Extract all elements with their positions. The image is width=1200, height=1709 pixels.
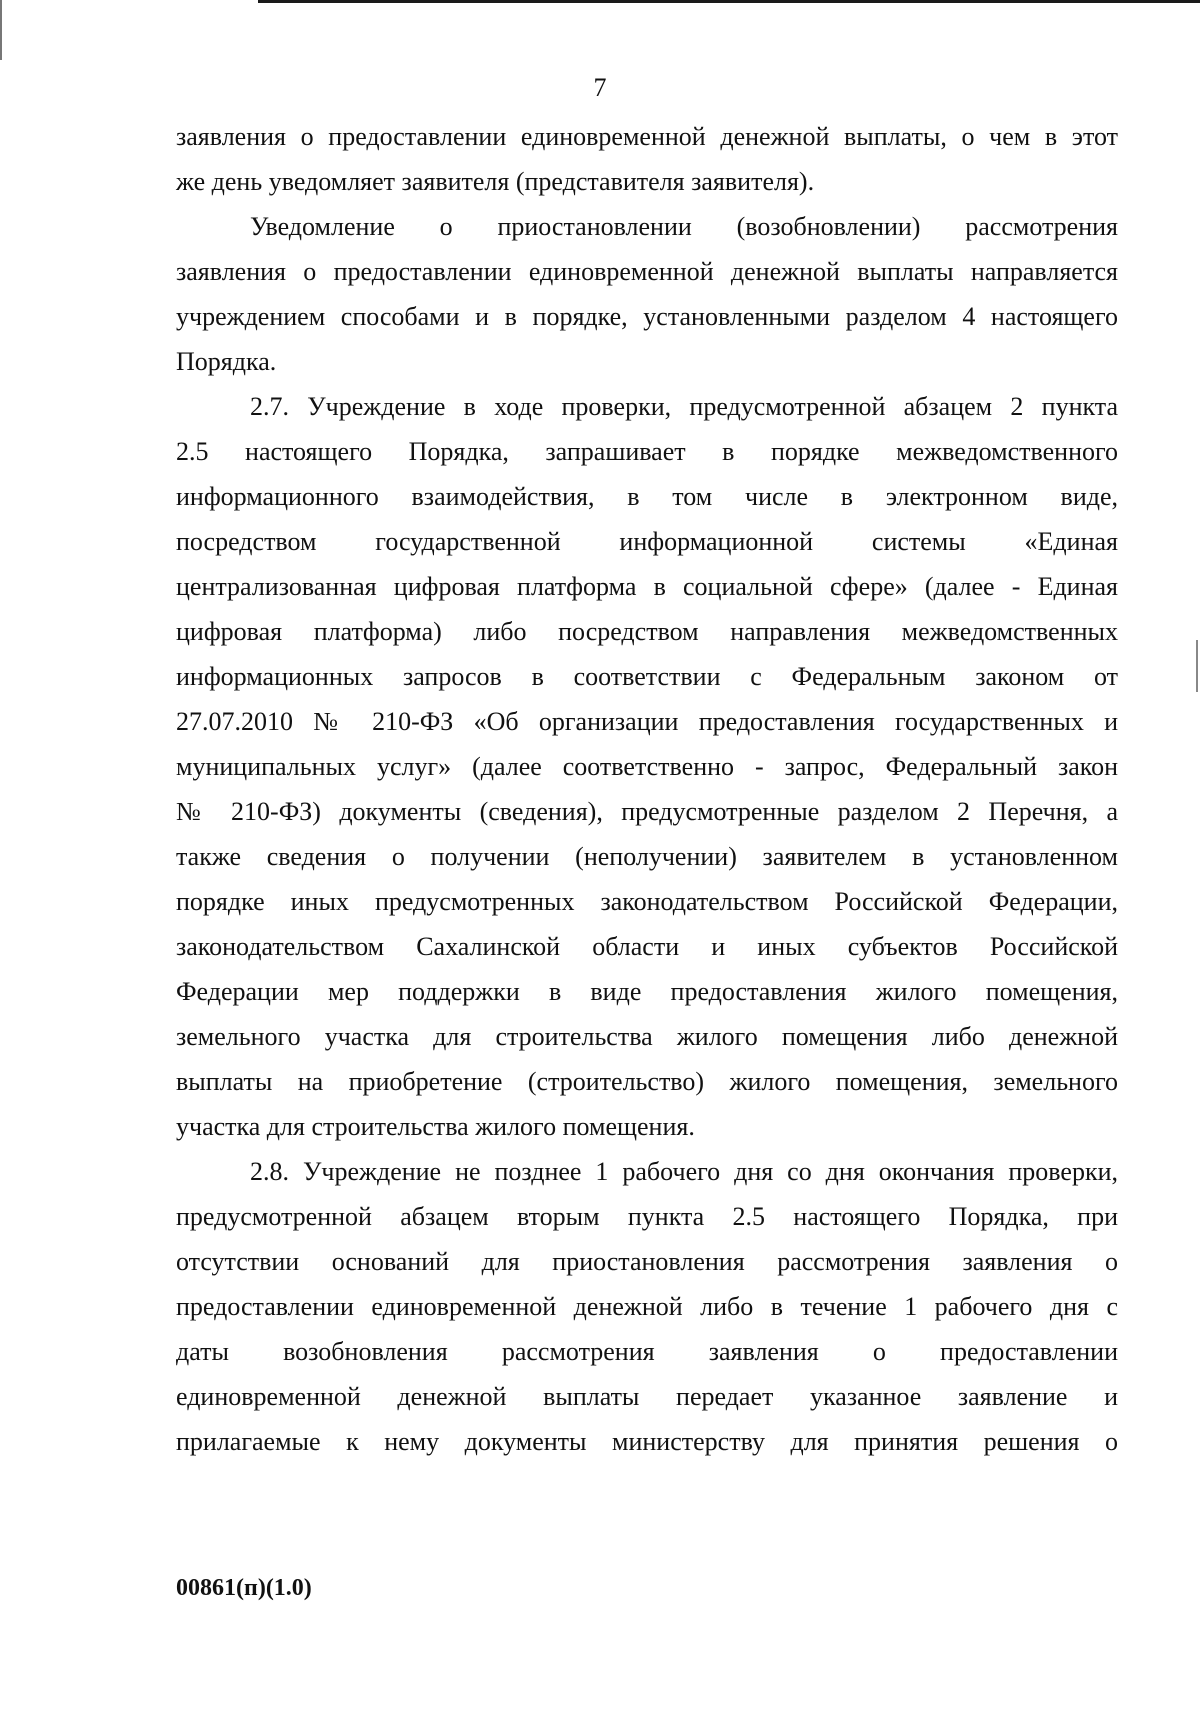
body-line: также сведения о получении (неполучении) заявителем в установленном <box>176 842 1118 871</box>
body-line: цифровая платформа) либо посредством направления межведомственных <box>176 617 1118 646</box>
body-line: предусмотренной абзацем вторым пункта 2.5 настоящего Порядка, при <box>176 1202 1118 1231</box>
body-line: Порядка. <box>176 347 277 376</box>
body-line: муниципальных услуг» (далее соответственно - запрос, Федеральный закон <box>176 752 1118 781</box>
document-code: 00861(п)(1.0) <box>176 1575 312 1601</box>
body-line: даты возобновления рассмотрения заявления о предоставлении <box>176 1337 1118 1366</box>
body-line: порядке иных предусмотренных законодательством Российской Федерации, <box>176 887 1118 916</box>
body-line: выплаты на приобретение (строительство) жилого помещения, земельного <box>176 1067 1118 1096</box>
body-line: земельного участка для строительства жилого помещения либо денежной <box>176 1022 1118 1051</box>
scan-top-border <box>258 0 1200 3</box>
body-line: Федерации мер поддержки в виде предоставления жилого помещения, <box>176 977 1118 1006</box>
body-line: информационного взаимодействия, в том числе в электронном виде, <box>176 482 1118 511</box>
paragraph-first-line: 2.8. Учреждение не позднее 1 рабочего дня со дня окончания проверки, <box>250 1157 1118 1186</box>
scan-left-edge-mark <box>0 0 2 60</box>
body-line: заявления о предоставлении единовременной денежной выплаты направляется <box>176 257 1118 286</box>
body-line: предоставлении единовременной денежной либо в течение 1 рабочего дня с <box>176 1292 1118 1321</box>
body-line: прилагаемые к нему документы министерству для принятия решения о <box>176 1427 1118 1456</box>
body-line: единовременной денежной выплаты передает указанное заявление и <box>176 1382 1118 1411</box>
body-line: централизованная цифровая платформа в социальной сфере» (далее - Единая <box>176 572 1118 601</box>
body-line: учреждением способами и в порядке, установленными разделом 4 настоящего <box>176 302 1118 331</box>
body-line: 2.5 настоящего Порядка, запрашивает в порядке межведомственного <box>176 437 1118 466</box>
body-line: отсутствии оснований для приостановления рассмотрения заявления о <box>176 1247 1118 1276</box>
body-line: заявления о предоставлении единовременной денежной выплаты, о чем в этот <box>176 122 1118 151</box>
page-number: 7 <box>593 73 607 102</box>
body-line: же день уведомляет заявителя (представителя заявителя). <box>176 167 815 196</box>
scan-right-edge-mark <box>1196 640 1198 692</box>
body-line: № 210-ФЗ) документы (сведения), предусмотренные разделом 2 Перечня, а <box>176 797 1118 826</box>
body-line: информационных запросов в соответствии с Федеральным законом от <box>176 662 1118 691</box>
paragraph-first-line: Уведомление о приостановлении (возобновлении) рассмотрения <box>250 212 1118 241</box>
body-line: законодательством Сахалинской области и иных субъектов Российской <box>176 932 1118 961</box>
paragraph-first-line: 2.7. Учреждение в ходе проверки, предусмотренной абзацем 2 пункта <box>250 392 1118 421</box>
body-line: посредством государственной информационной системы «Единая <box>176 527 1118 556</box>
body-line: 27.07.2010 № 210-ФЗ «Об организации предоставления государственных и <box>176 707 1118 736</box>
body-line: участка для строительства жилого помещения. <box>176 1112 695 1141</box>
